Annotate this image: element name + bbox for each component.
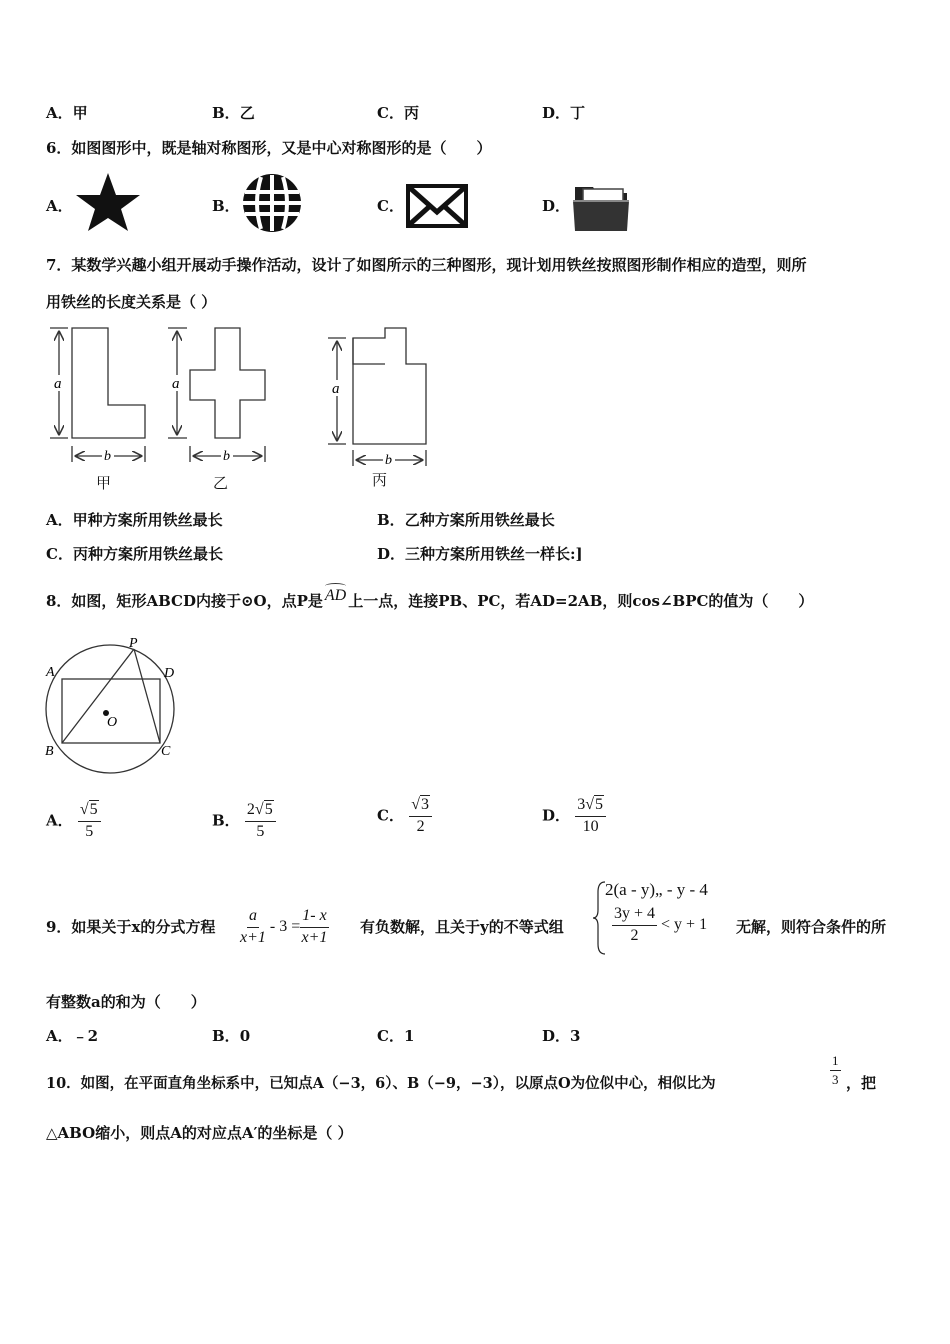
option-letter: B． — [212, 811, 240, 830]
q9-stem-line2: 有整数a的和为（ ） — [46, 993, 206, 1011]
q9-stem-part3: 无解，则符合条件的所 — [736, 918, 887, 936]
q7-stem-line2: 用铁丝的长度关系是（ ） — [46, 293, 217, 311]
option-letter: A． — [46, 511, 73, 529]
arc-ad: AD — [325, 587, 346, 605]
q7-option-a — [46, 509, 223, 530]
option-letter: D． — [542, 1027, 571, 1045]
q5-option-d — [542, 102, 585, 123]
system-line1: 2(a - y)„ - y - 4 — [605, 880, 708, 899]
label-b-bing: b — [385, 453, 392, 468]
q9-option-c — [377, 1025, 414, 1046]
eq-mid: - 3 = — [269, 917, 301, 935]
label-b-jia: b — [104, 449, 111, 464]
label-a-yi: a — [172, 376, 180, 392]
q9-equation — [240, 908, 329, 947]
option-letter: C． — [377, 806, 404, 825]
caption-bing: 丙 — [372, 471, 388, 489]
shape-jia — [72, 328, 145, 438]
option-letter: B． — [212, 1027, 240, 1045]
caption-yi: 乙 — [213, 474, 229, 492]
option-fraction: $\frac{√5}{5}$ — [78, 802, 101, 841]
q10-stem-part2: ，把 — [846, 1074, 877, 1092]
q7-figure — [40, 320, 440, 490]
option-text: 3 — [570, 1027, 581, 1045]
option-text: 0 — [239, 1027, 251, 1045]
point-d: D — [164, 666, 175, 681]
option-fraction: $\frac{√3}{2}$ — [409, 797, 432, 836]
q8-figure — [40, 635, 185, 775]
option-text: 丙种方案所用铁丝最长 — [72, 545, 223, 563]
q5-option-a — [46, 102, 88, 123]
label-a-bing: a — [332, 381, 340, 397]
q6-stem: 6．如图图形中，既是轴对称图形，又是中心对称图形的是（ ） — [46, 139, 492, 157]
option-letter: D． — [542, 104, 571, 122]
q8-stem — [46, 587, 814, 611]
point-p: P — [129, 636, 138, 651]
system-line2: $\frac{3y + 4}{2}$ < y + 1 — [614, 905, 708, 944]
eq-frac-left: $\frac{a}{x+1}$ — [240, 907, 266, 946]
shape-bing — [353, 328, 426, 444]
option-letter: D． — [542, 806, 571, 825]
option-text: 三种方案所用铁丝一样长:] — [405, 545, 583, 563]
q8-option-a — [46, 802, 101, 841]
option-letter: B． — [212, 104, 240, 122]
q5-option-c — [377, 102, 419, 123]
q10-stem-line2: △ABO缩小，则点A的对应点A′的坐标是（ ） — [46, 1124, 353, 1142]
q9-stem-part1: 9．如果关于x的分式方程 — [46, 918, 216, 936]
option-letter: C． — [377, 1027, 404, 1045]
q10-ratio: $\frac{1}{3}$ — [832, 1053, 839, 1087]
option-letter: C． — [46, 545, 73, 563]
q7-stem-line1: 7．某数学兴趣小组开展动手操作活动，设计了如图所示的三种图形，现计划用铁丝按照图形制作相应的造型，则所 — [46, 256, 807, 274]
q7-option-b — [377, 509, 555, 530]
option-letter: A． — [46, 811, 73, 830]
point-b: B — [45, 744, 54, 759]
option-text: 丙 — [403, 104, 419, 122]
q8-stem-part2: 上一点，连接PB、PC，若AD=2AB，则cos∠BPC的值为（ ） — [348, 592, 814, 610]
q9-option-d — [542, 1025, 580, 1046]
point-o: O — [107, 715, 118, 730]
option-text: ﹣2 — [72, 1027, 99, 1045]
label-a-jia: a — [54, 376, 62, 392]
option-fraction: $\frac{2√5}{5}$ — [245, 802, 276, 841]
point-c: C — [161, 744, 171, 759]
q9-stem-part2: 有负数解，且关于y的不等式组 — [360, 918, 564, 936]
q6-option-d-label: D． — [542, 197, 571, 215]
option-letter: B． — [377, 511, 405, 529]
q6-option-c-label: C． — [377, 197, 404, 215]
option-text: 乙 — [239, 104, 255, 122]
star-icon — [73, 170, 143, 234]
q7-option-d — [377, 543, 583, 564]
q6-option-b-label: B． — [212, 197, 240, 215]
q8-stem-part1: 8．如图，矩形ABCD内接于⊙O，点P是 — [46, 592, 323, 610]
option-text: 1 — [403, 1027, 415, 1045]
q9-option-b — [212, 1025, 250, 1046]
q8-option-b — [212, 802, 276, 841]
option-letter: A． — [46, 104, 73, 122]
q6-option-a-label: A． — [46, 197, 73, 215]
option-text: 乙种方案所用铁丝最长 — [404, 511, 555, 529]
q8-option-c — [377, 797, 432, 836]
q5-option-b — [212, 102, 255, 123]
shape-yi — [190, 328, 265, 438]
label-b-yi: b — [223, 449, 230, 464]
caption-jia: 甲 — [96, 474, 112, 492]
globe-icon — [239, 170, 305, 236]
arc-symbol — [325, 583, 346, 589]
envelope-icon — [406, 182, 470, 230]
q9-option-a — [46, 1025, 98, 1046]
eq-frac-right: $\frac{1- x}{x+1}$ — [301, 907, 328, 946]
option-text: 甲 — [72, 104, 88, 122]
option-letter: A． — [46, 1027, 73, 1045]
q8-option-d — [542, 797, 606, 836]
q10-stem-part1: 10．如图，在平面直角坐标系中，已知点A（−3，6）、B（−9，−3），以原点O为位似中心，相似比为 — [46, 1075, 716, 1092]
option-text: 丁 — [570, 104, 586, 122]
folder-icon — [569, 175, 635, 235]
option-text: 甲种方案所用铁丝最长 — [72, 511, 223, 529]
point-a: A — [46, 665, 55, 680]
q7-option-c — [46, 543, 223, 564]
option-letter: C． — [377, 104, 404, 122]
option-letter: D． — [377, 545, 406, 563]
option-fraction: $\frac{3√5}{10}$ — [575, 797, 606, 836]
